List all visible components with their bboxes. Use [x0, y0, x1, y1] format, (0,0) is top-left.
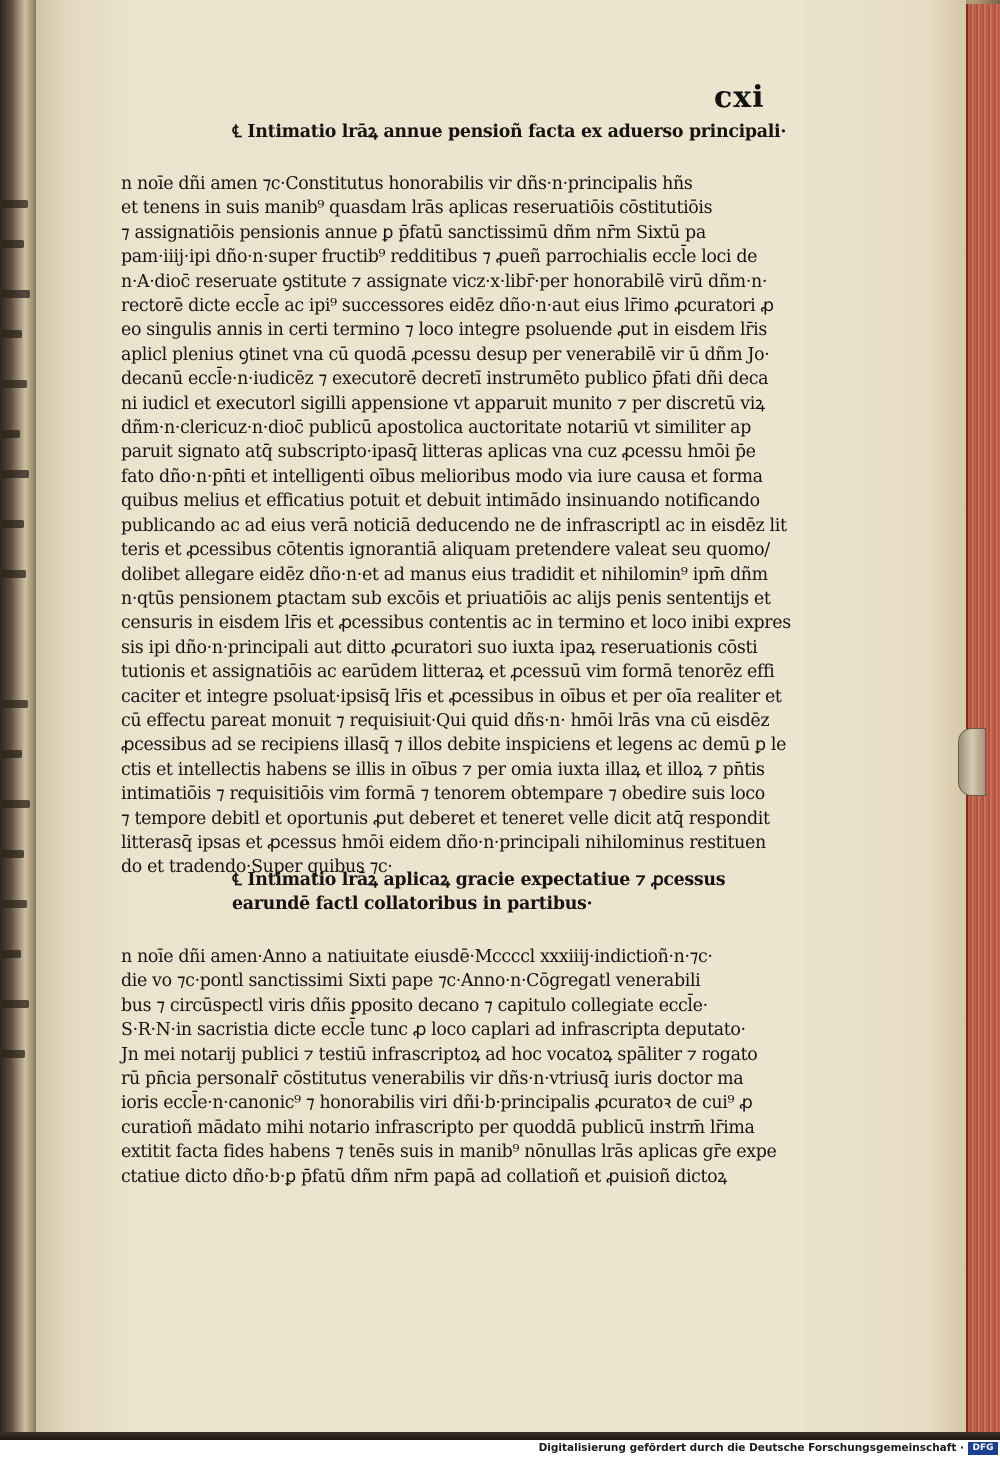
text-line: fato dño·n·pn̄ti et intelligenti oībus melioribus modo via iure causa et forma — [121, 466, 763, 487]
text-line: dñm·n·clericuz·n·dioc̄ publicū apostolica auctoritate notariū vt similiter ap — [121, 418, 751, 439]
text-line: do et tradendo·Super quibus ⁊c· — [121, 857, 393, 878]
text-line: dolibet allegare eidēz dño·n·et ad manus eius tradidit et nihilomin⁹ ipm̄ dñm — [121, 564, 768, 585]
text-line: paruit signato atq̄ subscripto·ipasq̄ litteras aplicas vna cuz ꝓcessu hmōi p̄e — [121, 442, 756, 463]
text-line: curatioñ mādato mihi notario infrascripto per quoddā publicū instrm̄ lr̄ima — [121, 1117, 755, 1138]
text-line: ni iudicl et executorl sigilli appensione vt apparuit munito ⁊ per discretū viꝝ — [121, 393, 765, 414]
text-line: ctis et intellectis habens se illis in oībus ⁊ per omia iuxta illaꝝ et illoꝝ ⁊ pn̄tis — [121, 759, 765, 780]
text-line: decanū eccl̄e·n·iudicēz ⁊ executorē decretī instrumēto publico p̄fati dñi deca — [121, 369, 769, 390]
page-tab-marker — [958, 728, 986, 796]
dfg-logo: DFG — [968, 1442, 998, 1455]
bottom-shadow — [0, 1432, 1000, 1440]
funding-credit: Digitalisierung gefördert durch die Deutsche Forschungsgemeinschaft · — [538, 1442, 964, 1454]
text-line: rū pn̄cia personalr̄ cōstitutus venerabilis vir dñs·n·vtriusq̄ iuris doctor ma — [121, 1069, 744, 1090]
left-page-edge — [0, 0, 36, 1440]
text-line: n·A·dioc̄ reseruate ꝯstitute ⁊ assignate vicz·x·libr̄·per honorabilē virū dñm·n· — [121, 271, 768, 292]
text-line: n noīe dñi amen ⁊c·Constitutus honorabilis vir dñs·n·principalis hñs — [121, 174, 693, 194]
text-line: S·R·N·in sacristia dicte eccl̄e tunc ꝓ loco caplari ad infrascripta deputato· — [121, 1020, 746, 1041]
text-line: die vo ⁊c·pontl sanctissimi Sixti pape ⁊c·Anno·n·Cōgregatl venerabili — [121, 971, 701, 992]
text-line: bus ⁊ circūspectl viris dñis ꝑposito decano ⁊ capitulo collegiate eccl̄e· — [121, 995, 708, 1016]
red-page-edges — [966, 4, 1000, 1432]
body-text-2 — [121, 945, 776, 1189]
text-line: n·qtūs pensionem ꝑtactam sub excōis et priuatiōis ac alijs penis sententijs et — [121, 588, 771, 609]
folio-number: cxi — [714, 80, 765, 115]
text-line: cū effectu pareat monuit ⁊ requisiuit·Qui quid dñs·n· hmōi lrās vna cū eisdēz — [121, 710, 770, 731]
text-line: caciter et integre psoluat·ipsisq̄ lr̄is et ꝓcessibus in oībus et per oīa realiter et — [121, 686, 782, 707]
section-heading-1: ℄ Intimatio lrāꝝ annue pensioñ facta ex aduerso principali· — [232, 122, 787, 142]
text-line: extitit facta fides habens ⁊ tenēs suis in manib⁹ nōnullas lrās aplicas gr̄e expe — [121, 1142, 777, 1163]
text-line: sis ipi dño·n·principali aut ditto ꝓcuratori suo iuxta ipaꝝ reseruationis cōsti — [121, 637, 758, 658]
heading-line: earundē factl collatoribus in partibus· — [232, 894, 593, 915]
text-line: pam·iiij·ipi dño·n·super fructib⁹ redditibus ⁊ ꝓueñ parrochialis eccl̄e loci de — [121, 247, 758, 268]
section-heading-2 — [232, 868, 725, 917]
text-line: litterasq̄ ipsas et ꝓcessus hmōi eidem dño·n·principali nihilominus restituen — [121, 832, 766, 853]
text-line: et tenens in suis manib⁹ quasdam lrās aplicas reseruatiōis cōstitutiōis — [121, 198, 713, 219]
text-line: Jn mei notarij publici ⁊ testiū infrascriptoꝝ ad hoc vocatoꝝ spāliter ⁊ rogato — [121, 1044, 758, 1065]
text-line: n noīe dñi amen·Anno a natiuitate eiusdē·Mccccl xxxiiij·indictioñ·n·⁊c· — [121, 947, 713, 967]
text-line: quibus melius et efficatius potuit et debuit intimādo insinuando notificando — [121, 491, 760, 512]
body-text-1 — [121, 172, 791, 880]
text-line: publicando ac ad eius verā noticiā deducendo ne de infrascriptl ac in eisdēz lit — [121, 515, 787, 536]
text-line: teris et ꝓcessibus cōtentis ignorantiā aliquam pretendere valeat seu quomo/ — [121, 540, 770, 561]
text-line: tutionis et assignatiōis ac earūdem litteraꝝ et ꝓcessuū vim formā tenorēz effi — [121, 662, 775, 683]
text-line: ⁊ tempore debitl et oportunis ꝓut deberet et teneret velle dicit atq̄ respondit — [121, 808, 770, 829]
footer-bar — [0, 1440, 1000, 1458]
text-line: ioris eccl̄e·n·canonic⁹ ⁊ honorabilis viri dñi·b·principalis ꝓcuratoꝛ de cui⁹ ꝓ — [121, 1093, 753, 1114]
text-line: eo singulis annis in certi termino ⁊ loco integre psoluende ꝓut in eisdem lr̄is — [121, 320, 767, 341]
text-line: ꝓcessibus ad se recipiens illasq̄ ⁊ illos debite inspiciens et legens ac demū ꝑ le — [121, 735, 787, 756]
text-line: aplicl plenius ꝯtinet vna cū quodā ꝓcessu desup per venerabilē vir ū dñm Jo· — [121, 344, 770, 365]
text-line: ctatiue dicto dño·b·ꝑ p̄fatū dñm nr̄m papā ad collatioñ et ꝓuisioñ dictoꝝ — [121, 1166, 728, 1187]
text-line: censuris in eisdem lr̄is et ꝓcessibus contentis ac in termino et loco inibi expres — [121, 613, 791, 634]
text-line: ⁊ assignatiōis pensionis annue ꝑ p̄fatū sanctissimū dñm nr̄m Sixtū pa — [121, 222, 706, 243]
heading-line: ℄ Intimatio lrāꝝ aplicaꝝ gracie expectatiue ⁊ ꝓcessus — [232, 870, 726, 890]
text-line: intimatiōis ⁊ requisitiōis vim formā ⁊ tenorem obtempare ⁊ obedire suis loco — [121, 784, 765, 805]
text-line: rectorē dicte eccl̄e ac ipi⁹ successores eidēz dño·n·aut eius lr̄imo ꝓcuratori ꝓ — [121, 296, 774, 317]
